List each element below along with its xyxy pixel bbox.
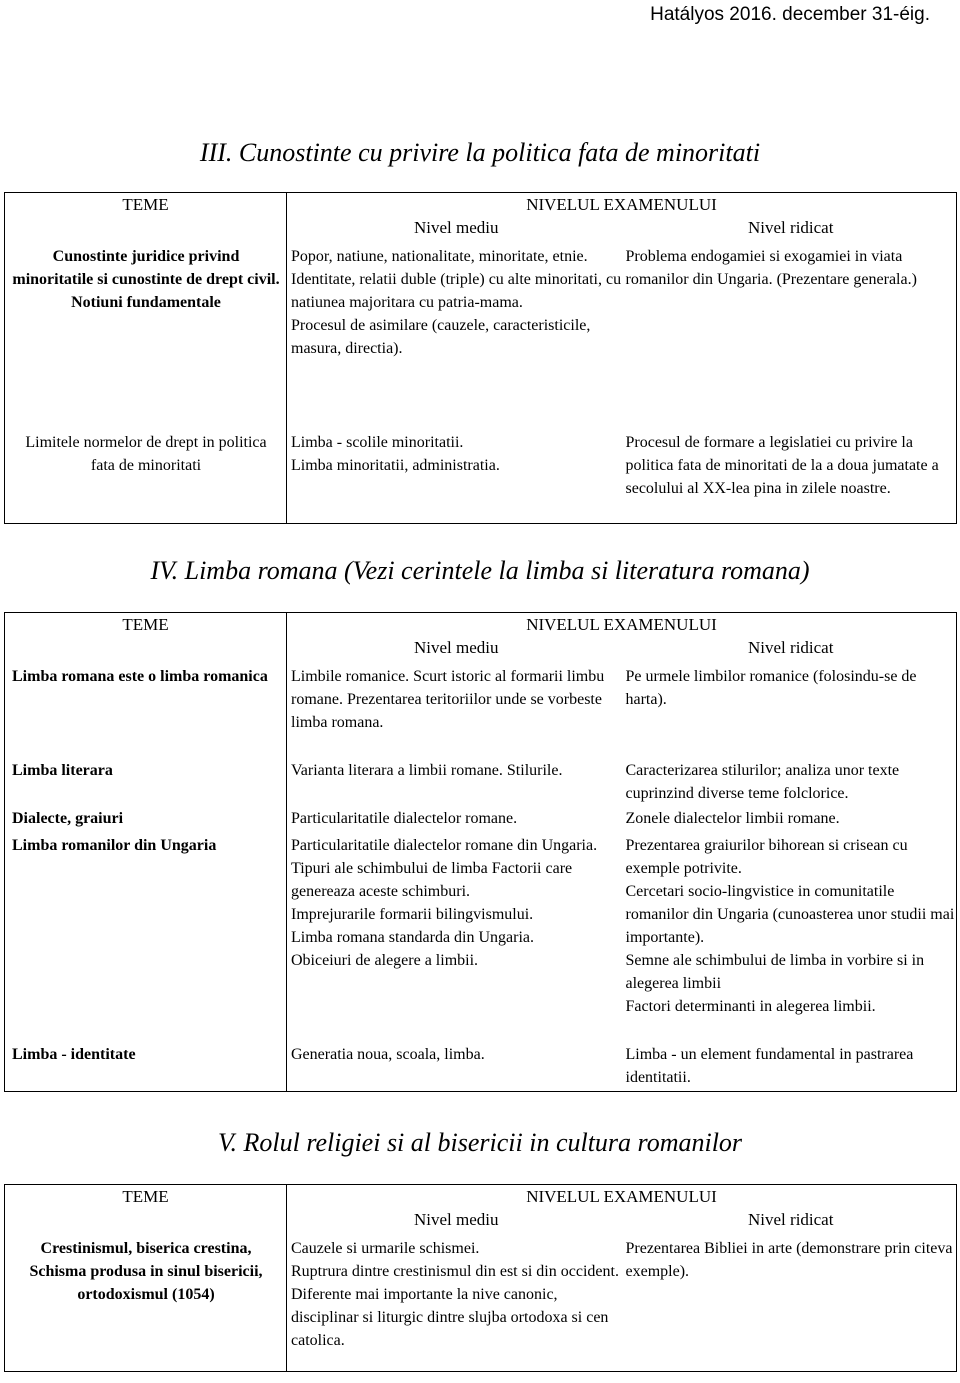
mediu-item: Tipuri ale schimbului de limba Factorii care genereaza aceste schimburi. bbox=[291, 860, 573, 900]
mediu-cell bbox=[287, 1039, 622, 1092]
tema-cell: Dialecte, graiuri bbox=[5, 805, 287, 832]
table-section-v bbox=[4, 1184, 957, 1372]
nivel-mediu-header: Nivel mediu bbox=[413, 638, 499, 657]
table-section-iii bbox=[4, 192, 957, 524]
mediu-item: Diferente mai importante la nive canonic, disciplinar si liturgic dintre slujba ortodoxa si cen catolica. bbox=[291, 1286, 609, 1349]
ridicat-item: Factori determinanti in alegerea limbii. bbox=[625, 998, 876, 1015]
mediu-item: Limba minoritatii, administratia. bbox=[291, 457, 500, 474]
teme-header: TEME bbox=[5, 613, 287, 660]
table-row bbox=[5, 1039, 957, 1092]
teme-header: TEME bbox=[5, 193, 287, 240]
ridicat-item: Problema endogamiei si exogamiei in viata romanilor din Ungaria. (Prezentare generala.) bbox=[625, 248, 917, 288]
table-row bbox=[5, 832, 957, 1039]
tema-cell: Crestinismul, biserica crestina, Schisma produsa in sinul bisericii, ortodoxismul (1054) bbox=[5, 1231, 287, 1372]
teme-header: TEME bbox=[5, 1185, 287, 1232]
ridicat-item: Zonele dialectelor limbii romane. bbox=[625, 810, 840, 827]
mediu-cell bbox=[287, 832, 622, 1039]
ridicat-item: Prezentarea graiurilor bihorean si crisean cu exemple potrivite. bbox=[625, 837, 908, 877]
mediu-item: Obiceiuri de alegere a limbii. bbox=[291, 952, 479, 969]
tema-cell: Limba - identitate bbox=[5, 1039, 287, 1092]
mediu-item: Ruptrura dintre crestinismul din est si din occident. bbox=[291, 1263, 619, 1280]
ridicat-item: Cercetari socio-lingvistice in comunitatile romanilor din Ungaria (cunoasterea unor studii mai importante). bbox=[625, 883, 955, 946]
mediu-cell bbox=[287, 805, 622, 832]
ridicat-cell bbox=[622, 425, 957, 524]
section-title-iv: IV. Limba romana (Vezi cerintele la limba si literatura romana) bbox=[150, 556, 810, 585]
tema-cell: Limba literara bbox=[5, 757, 287, 805]
ridicat-cell bbox=[622, 757, 957, 805]
mediu-item: Generatia noua, scoala, limba. bbox=[291, 1046, 485, 1063]
nivel-ridicat-header: Nivel ridicat bbox=[622, 1208, 957, 1231]
ridicat-cell bbox=[622, 659, 957, 757]
mediu-item: Imprejurarile formarii bilingvismului. bbox=[291, 906, 534, 923]
tema-cell: Limba romanilor din Ungaria bbox=[5, 832, 287, 1039]
ridicat-item: Procesul de formare a legislatiei cu privire la politica fata de minoritati de la a doua jumatate a secolului al XX-lea pina in zilele noastre. bbox=[625, 434, 939, 497]
tema-cell: Limitele normelor de drept in politica fata de minoritati bbox=[5, 425, 287, 524]
ridicat-item: Limba - un element fundamental in pastrarea identitatii. bbox=[625, 1046, 914, 1086]
ridicat-cell bbox=[622, 832, 957, 1039]
ridicat-cell bbox=[622, 805, 957, 832]
nivelul-header: NIVELUL EXAMENULUI bbox=[287, 193, 957, 217]
ridicat-cell bbox=[622, 1231, 957, 1372]
tema-cell: Cunostinte juridice privind minoritatile si cunostinte de drept civil. Notiuni fundamentale bbox=[5, 239, 287, 425]
nivel-mediu-header: Nivel mediu bbox=[413, 1210, 499, 1229]
mediu-item: Limba - scolile minoritatii. bbox=[291, 434, 464, 451]
table-row bbox=[5, 1231, 957, 1372]
mediu-cell bbox=[287, 1231, 622, 1372]
nivelul-header: NIVELUL EXAMENULUI bbox=[287, 1185, 957, 1209]
nivel-ridicat-header: Nivel ridicat bbox=[622, 636, 957, 659]
mediu-item: Identitate, relatii duble (triple) cu alte minoritati, cu natiunea majoritara cu patria-mama. bbox=[291, 271, 622, 311]
ridicat-item: Semne ale schimbului de limba in vorbire si in alegerea limbii bbox=[625, 952, 925, 992]
ridicat-cell bbox=[622, 239, 957, 425]
mediu-cell bbox=[287, 659, 622, 757]
validity-note: Hatályos 2016. december 31-éig. bbox=[650, 4, 930, 25]
mediu-item: Limbile romanice. Scurt istoric al formarii limbu romane. Prezentarea teritoriilor unde se vorbeste limba romana. bbox=[291, 668, 605, 731]
mediu-item: Cauzele si urmarile schismei. bbox=[291, 1240, 480, 1257]
ridicat-item: Pe urmele limbilor romanice (folosindu-se de harta). bbox=[625, 668, 917, 708]
nivel-mediu-header: Nivel mediu bbox=[413, 218, 499, 237]
ridicat-item: Prezentarea Bibliei in arte (demonstrare prin citeva exemple). bbox=[625, 1240, 953, 1280]
table-row bbox=[5, 239, 957, 425]
table-row bbox=[5, 805, 957, 832]
section-title-iii: III. Cunostinte cu privire la politica fata de minoritati bbox=[199, 138, 761, 167]
ridicat-item: Caracterizarea stilurilor; analiza unor texte cuprinzind diverse teme folclorice. bbox=[625, 762, 900, 802]
table-row bbox=[5, 425, 957, 524]
mediu-item: Popor, natiune, nationalitate, minoritate, etnie. bbox=[291, 248, 588, 265]
mediu-item: Particularitatile dialectelor romane din Ungaria. bbox=[291, 837, 598, 854]
tema-cell: Limba romana este o limba romanica bbox=[5, 659, 287, 757]
mediu-cell bbox=[287, 239, 622, 425]
table-section-iv bbox=[4, 612, 957, 1092]
mediu-item: Varianta literara a limbii romane. Stilurile. bbox=[291, 762, 563, 779]
ridicat-cell bbox=[622, 1039, 957, 1092]
mediu-item: Limba romana standarda din Ungaria. bbox=[291, 929, 535, 946]
section-title-v: V. Rolul religiei si al bisericii in cultura romanilor bbox=[217, 1128, 743, 1157]
mediu-cell bbox=[287, 425, 622, 524]
nivel-ridicat-header: Nivel ridicat bbox=[622, 216, 957, 239]
mediu-item: Procesul de asimilare (cauzele, caracteristicile, masura, directia). bbox=[291, 317, 591, 357]
mediu-item: Particularitatile dialectelor romane. bbox=[291, 810, 518, 827]
table-row bbox=[5, 659, 957, 757]
nivelul-header: NIVELUL EXAMENULUI bbox=[287, 613, 957, 637]
mediu-cell bbox=[287, 757, 622, 805]
table-row bbox=[5, 757, 957, 805]
